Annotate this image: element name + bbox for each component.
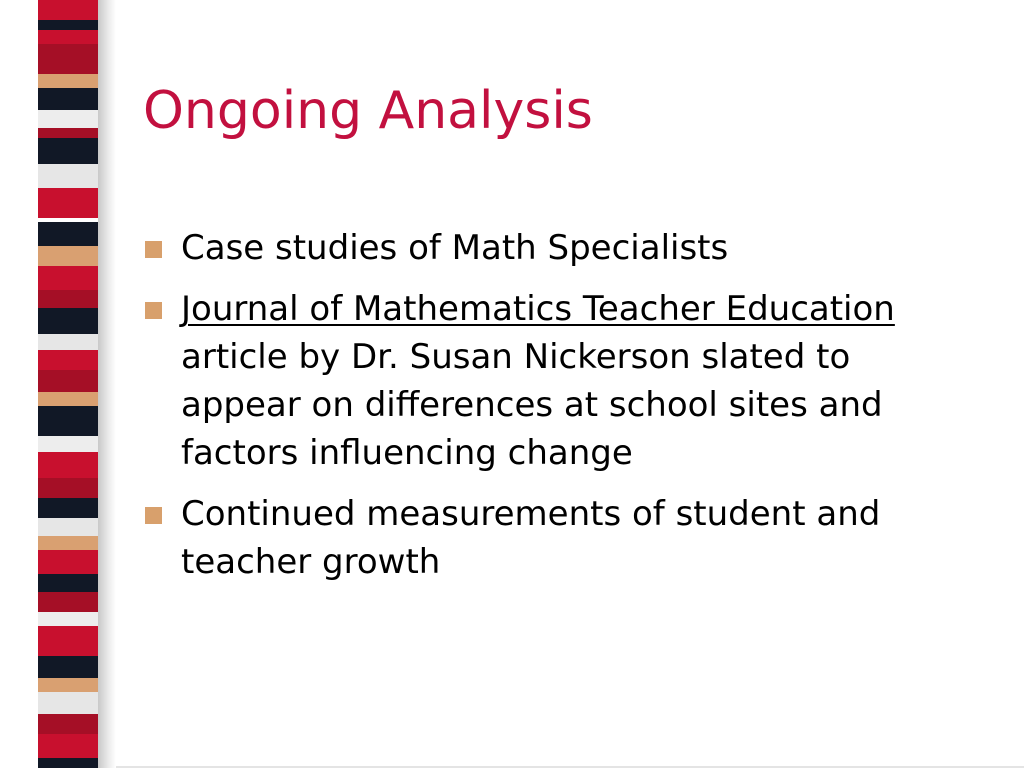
stripe-segment [38, 758, 98, 768]
bullet-text: Case studies of Math Specialists [181, 228, 729, 268]
stripe-segment [38, 222, 98, 246]
stripe-segment [38, 692, 98, 714]
stripe-segment [38, 350, 98, 370]
stripe-segment [38, 392, 98, 406]
decorative-stripe-bar [38, 0, 98, 768]
stripe-segment [38, 550, 98, 574]
stripe-segment [38, 138, 98, 164]
stripe-segment [38, 536, 98, 550]
stripe-shadow [98, 0, 116, 768]
stripe-segment [38, 436, 98, 452]
bullet-item [143, 285, 963, 477]
stripe-segment [38, 656, 98, 678]
bullet-text: Continued measurements of student and teacher growth [181, 494, 881, 582]
stripe-segment [38, 626, 98, 656]
stripe-segment [38, 574, 98, 592]
stripe-segment [38, 518, 98, 536]
stripe-segment [38, 334, 98, 350]
bullet-item [143, 224, 963, 272]
stripe-segment [38, 128, 98, 138]
stripe-segment [38, 592, 98, 612]
stripe-segment [38, 452, 98, 478]
stripe-segment [38, 0, 98, 20]
stripe-segment [38, 30, 98, 44]
stripe-segment [38, 370, 98, 392]
stripe-segment [38, 714, 98, 734]
stripe-segment [38, 74, 98, 88]
stripe-segment [38, 308, 98, 334]
stripe-segment [38, 110, 98, 128]
stripe-segment [38, 734, 98, 758]
stripe-segment [38, 164, 98, 188]
stripe-segment [38, 266, 98, 290]
bullet-text: article by Dr. Susan Nickerson slated to appear on differences at school sites and factors influencing change [181, 337, 883, 473]
stripe-segment [38, 478, 98, 498]
bullet-list [143, 224, 963, 599]
stripe-segment [38, 678, 98, 692]
stripe-segment [38, 498, 98, 518]
stripe-segment [38, 290, 98, 308]
square-bullet-icon [145, 241, 162, 258]
journal-title: Journal of Mathematics Teacher Education [181, 289, 895, 329]
stripe-segment [38, 246, 98, 266]
square-bullet-icon [145, 302, 162, 319]
stripe-segment [38, 612, 98, 626]
slide-title: Ongoing Analysis [143, 81, 593, 141]
bullet-item [143, 490, 963, 586]
square-bullet-icon [145, 507, 162, 524]
stripe-segment [38, 188, 98, 218]
stripe-segment [38, 406, 98, 436]
stripe-segment [38, 20, 98, 30]
stripe-segment [38, 88, 98, 110]
stripe-segment [38, 44, 98, 74]
